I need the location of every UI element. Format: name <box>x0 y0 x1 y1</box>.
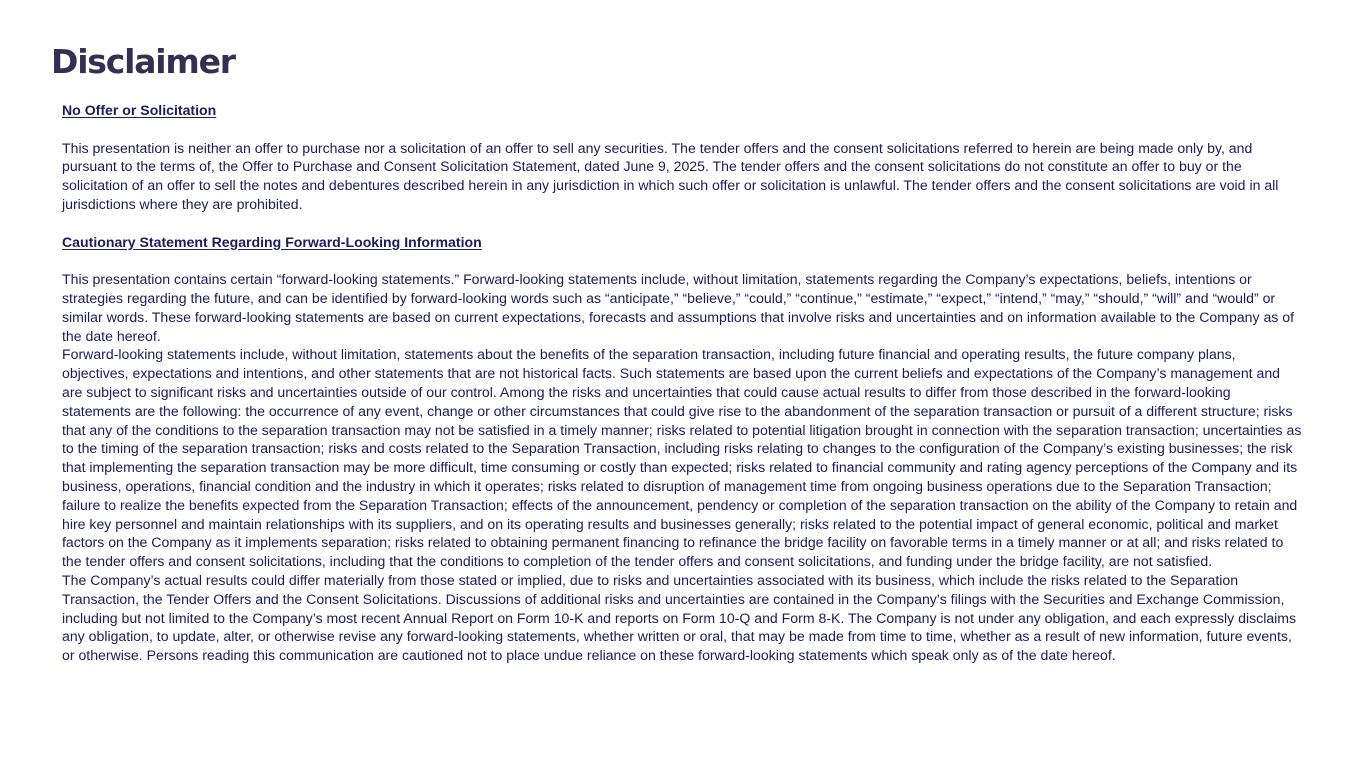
no-offer-paragraph: This presentation is neither an offer to purchase nor a solicitation of an offer to sell any securities. The tender offers and the consent solicitations referred to herein are being made only by, and pursuant to the terms of, the Offer to Purchase and Consent Solicitation Statement, dated June 9, 2025. The tender offers and the consent solicitations do not constitute an offer to buy or the solicitation of an offer to sell the notes and debentures described herein in any jurisdiction in which such offer or solicitation is unlawful. The tender offers and the consent solicitations are void in all jurisdictions where they are prohibited. <box>62 139 1279 212</box>
forward-looking-paragraph-1: This presentation contains certain “forward-looking statements.” Forward-looking statements include, without limitation, statements regarding the Company’s expectations, beliefs, intentions or strategies regarding the future, and can be identified by forward-looking words such as “anticipate,” “believe,” “could,” “continue,” “estimate,” “expect,” “intend,” “may,” “should,” “will” and “would” or similar words. These forward-looking statements are based on current expectations, forecasts and assumptions that involve risks and uncertainties and on information available to the Company as of the date hereof. <box>62 271 1295 344</box>
disclaimer-content <box>62 101 1302 665</box>
forward-looking-paragraph-3: The Company’s actual results could differ materially from those stated or implied, due to risks and uncertainties associated with its business, which include the risks related to the Separation Transaction, the Tender Offers and the Consent Solicitations. Discussions of additional risks and uncertainties are contained in the Company’s filings with the Securities and Exchange Commission, including but not limited to the Company’s most recent Annual Report on Form 10-K and reports on Form 10-Q and Form 8-K. The Company is not under any obligation, and each expressly disclaims any obligation, to update, alter, or otherwise revise any forward-looking statements, whether written or oral, that may be made from time to time, whether as a result of new information, future events, or otherwise. Persons reading this communication are cautioned not to place undue reliance on these forward-looking statements which speak only as of the date hereof. <box>62 571 1297 664</box>
forward-looking-paragraph-2: Forward-looking statements include, without limitation, statements about the benefits of the separation transaction, including future financial and operating results, the future company plans, objectives, expectations and intentions, and other statements that are not historical facts. Such statements are based upon the current beliefs and expectations of the Company’s management and are subject to significant risks and uncertainties outside of our control. Among the risks and uncertainties that could cause actual results to differ from those described in the forward-looking statements are the following: the occurrence of any event, change or other circumstances that could give rise to the abandonment of the separation transaction or pursuit of a different structure; risks that any of the conditions to the separation transaction may not be satisfied in a timely manner; risks related to potential litigation brought in connection with the separation transaction; uncertainties as to the timing of the separation transaction; risks and costs related to the Separation Transaction, including risks relating to changes to the configuration of the Company’s existing businesses; the risk that implementing the separation transaction may be more difficult, time consuming or costly than expected; risks related to financial community and rating agency perceptions of the Company and its business, operations, financial condition and the industry in which it operates; risks related to disruption of management time from ongoing business operations due to the Separation Transaction; failure to realize the benefits expected from the Separation Transaction; effects of the announcement, pendency or completion of the separation transaction on the ability of the Company to retain and hire key personnel and maintain relationships with its suppliers, and on its operating results and businesses generally; risks related to the potential impact of general economic, political and market factors on the Company as it implements separation; risks related to obtaining permanent financing to refinance the bridge facility on favorable terms in a timely manner or at all; and risks related to the tender offers and consent solicitations, including that the conditions to completion of the tender offers and consent solicitations, and funding under the bridge facility, are not satisfied. <box>62 346 1302 570</box>
section-heading-no-offer: No Offer or Solicitation <box>62 102 217 118</box>
page-title: Disclaimer <box>51 42 235 81</box>
section-forward-looking <box>62 233 1302 665</box>
section-no-offer <box>62 101 1302 214</box>
section-heading-forward-looking: Cautionary Statement Regarding Forward-Looking Information <box>62 233 482 250</box>
